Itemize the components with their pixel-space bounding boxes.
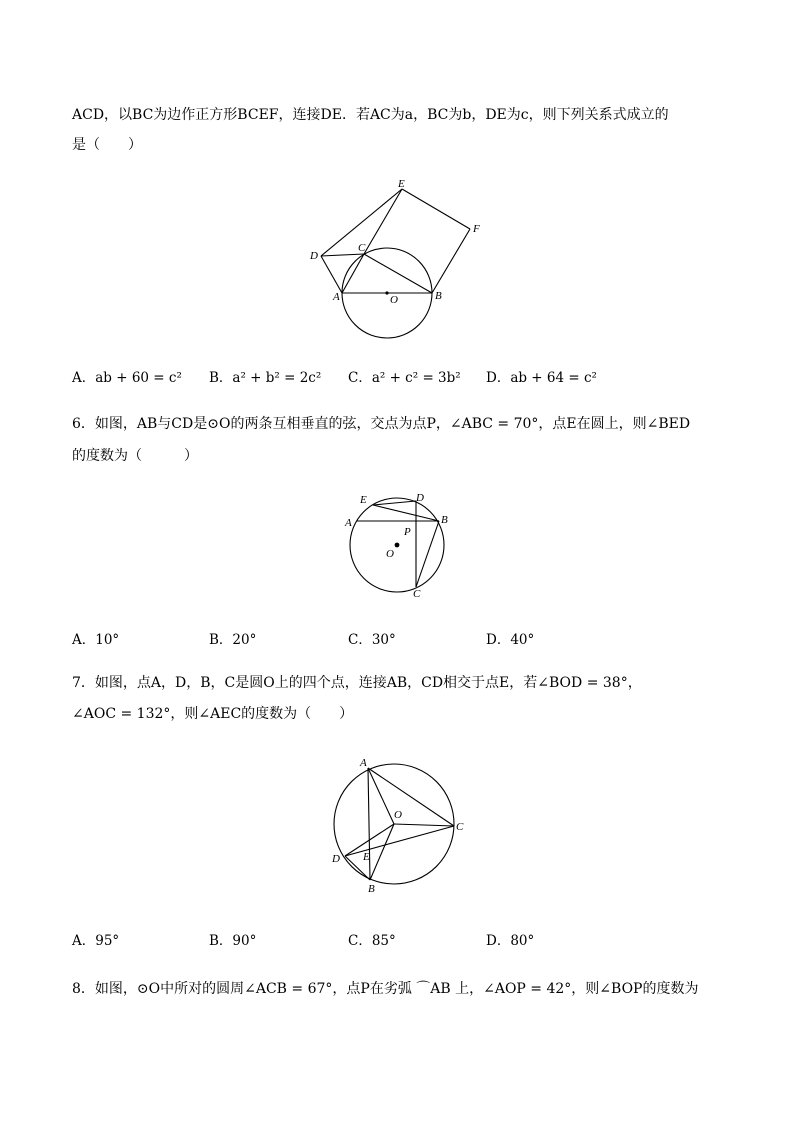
q5-label-o: O — [390, 294, 398, 306]
q5-label-e: E — [398, 178, 405, 190]
q7-circle-o — [334, 764, 454, 884]
q6-text-line2: 的度数为（ ） — [72, 448, 198, 464]
q7-option-a[interactable]: A．95° — [72, 933, 120, 949]
q7-text-line2: ∠AOC = 132°，则∠AEC的度数为（ ） — [72, 706, 354, 722]
q6-label-d: D — [416, 492, 424, 504]
q5-label-a: A — [333, 291, 340, 303]
q7-label-e: E — [363, 851, 370, 863]
q5-circle-o — [342, 248, 432, 338]
q6-option-d[interactable]: D．40° — [486, 632, 535, 648]
q5-option-b[interactable]: B．a² + b² = 2c² — [209, 370, 322, 386]
q7-label-c: C — [456, 821, 464, 833]
q7-text-line1: 7．如图，点A，D，B，C是圆O上的四个点，连接AB，CD相交于点E，若∠BOD = 38°， — [72, 675, 642, 691]
q7-option-c[interactable]: C．85° — [348, 933, 396, 949]
q7-option-d[interactable]: D．80° — [486, 933, 535, 949]
q6-label-p: P — [404, 526, 411, 538]
q6-label-a: A — [345, 517, 352, 529]
q7-label-a: A — [360, 757, 367, 769]
q5-text-line1: ACD，以BC为边作正方形BCEF，连接DE．若AC为a，BC为b，DE为c，则下列关系式成立的 — [72, 107, 669, 123]
q5-label-b: B — [435, 290, 442, 302]
q5-label-d: D — [310, 250, 318, 262]
q6-text-line1: 6．如图，AB与CD是⊙O的两条互相垂直的弦，交点为点P，∠ABC = 70°，点E在圆上，则∠BED — [72, 416, 691, 432]
q5-label-c: C — [358, 242, 366, 254]
q6-label-e: E — [360, 494, 367, 506]
q5-label-f: F — [473, 223, 480, 235]
q5-option-d[interactable]: D．ab + 64 = c² — [486, 370, 597, 386]
q7-label-o: O — [394, 809, 402, 821]
q6-label-b: B — [441, 514, 448, 526]
q6-option-c[interactable]: C．30° — [348, 632, 396, 648]
q7-label-b: B — [368, 883, 375, 895]
q8-text-line1: 8．如图，⊙O中所对的圆周∠ACB = 67°，点P在劣弧 ⌒AB 上，∠AOP = 42°，则∠BOP的度数为 — [72, 981, 699, 997]
q5-text-line2: 是（ ） — [72, 137, 142, 153]
q5-option-c[interactable]: C．a² + c² = 3b² — [348, 370, 461, 386]
q6-option-a[interactable]: A．10° — [72, 632, 120, 648]
q6-option-b[interactable]: B．20° — [209, 632, 257, 648]
q6-circle-o — [350, 498, 444, 592]
q6-label-o: O — [386, 548, 394, 560]
q6-label-c: C — [413, 588, 421, 600]
q7-label-d: D — [332, 853, 340, 865]
q7-option-b[interactable]: B．90° — [209, 933, 257, 949]
q5-option-a[interactable]: A．ab + 60 = c² — [72, 370, 182, 386]
